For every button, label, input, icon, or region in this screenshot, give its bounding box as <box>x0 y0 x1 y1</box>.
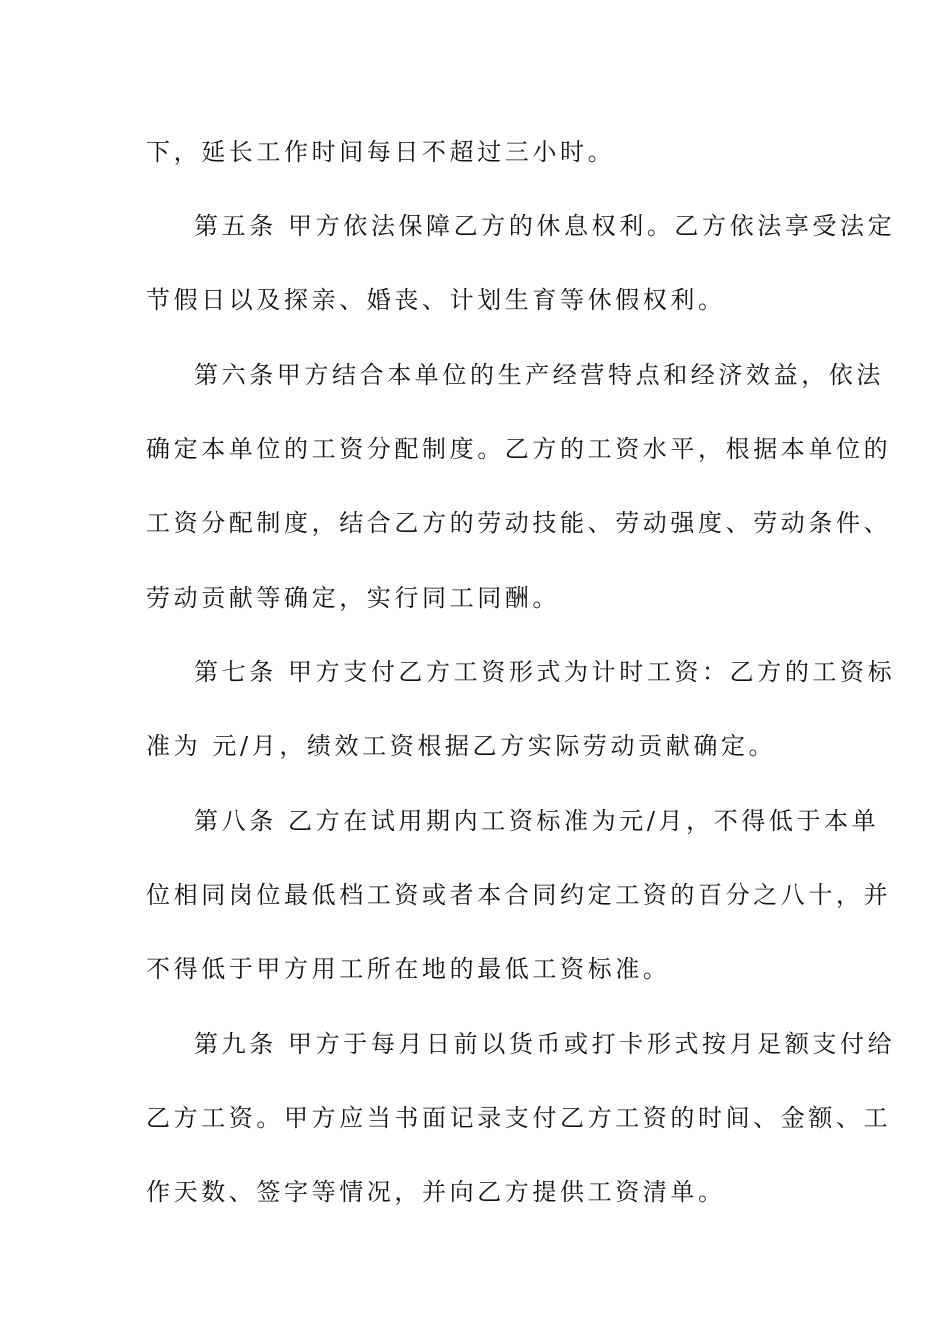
article-8-line: 第八条 乙方在试用期内工资标准为元/月，不得低于本单 <box>194 807 880 835</box>
article-5-line: 第五条 甲方依法保障乙方的休息权利。乙方依法享受法定 <box>194 212 896 240</box>
text-line: 确定本单位的工资分配制度。乙方的工资水平，根据本单位的 <box>146 435 892 463</box>
article-9-line: 第九条 甲方于每月日前以货币或打卡形式按月足额支付给 <box>194 1030 896 1058</box>
article-6-line: 第六条甲方结合本单位的生产经营特点和经济效益，依法 <box>194 361 884 389</box>
text-line: 乙方工资。甲方应当书面记录支付乙方工资的时间、金额、工 <box>146 1104 892 1132</box>
text-line: 准为 元/月，绩效工资根据乙方实际劳动贡献确定。 <box>146 732 777 760</box>
text-line: 作天数、签字等情况，并向乙方提供工资清单。 <box>146 1178 726 1206</box>
text-line: 下，延长工作时间每日不超过三小时。 <box>146 138 616 166</box>
text-line: 不得低于甲方用工所在地的最低工资标准。 <box>146 955 671 983</box>
article-7-line: 第七条 甲方支付乙方工资形式为计时工资：乙方的工资标 <box>194 658 896 686</box>
text-line: 节假日以及探亲、婚丧、计划生育等休假权利。 <box>146 286 726 314</box>
text-line: 位相同岗位最低档工资或者本合同约定工资的百分之八十，并 <box>146 881 892 909</box>
text-line: 劳动贡献等确定，实行同工同酬。 <box>146 584 560 612</box>
text-line: 工资分配制度，结合乙方的劳动技能、劳动强度、劳动条件、 <box>146 509 892 537</box>
